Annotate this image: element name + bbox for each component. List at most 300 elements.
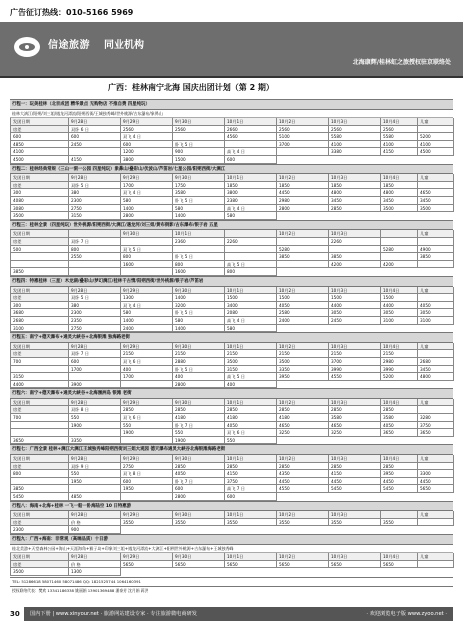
- table-header-cell: 10月2日: [277, 230, 329, 238]
- table-cell: [277, 238, 329, 246]
- table-header-cell: 10月4日: [381, 343, 418, 351]
- table-cell: 4050: [225, 422, 277, 430]
- table-cell: 2150: [329, 350, 381, 358]
- table-cell: 3550: [329, 519, 381, 527]
- table-cell: 双卧 8 日: [69, 406, 121, 414]
- table-cell: 3500: [418, 205, 454, 213]
- table-header-cell: 10月4日: [381, 455, 418, 463]
- table-cell: 3400: [225, 302, 277, 310]
- table-cell: 1500: [173, 156, 225, 164]
- table-cell: 600: [225, 493, 277, 501]
- table-cell: 3280: [418, 414, 454, 422]
- table-header-cell: 发团日期: [11, 174, 69, 182]
- table-cell: 2450: [69, 141, 121, 149]
- table-header-cell: 9月28日: [69, 511, 121, 519]
- table-cell: [69, 429, 121, 437]
- table-cell: 2360: [173, 238, 225, 246]
- table-cell: 4150: [69, 156, 121, 164]
- table-cell: 1500: [329, 294, 381, 302]
- table-cell: 2150: [173, 350, 225, 358]
- page-subtitle: 广西：桂林南宁北海 国庆出团计划（第 2 期）: [108, 83, 274, 92]
- table-cell: 800: [121, 253, 173, 261]
- table-cell: 5280: [381, 246, 418, 254]
- table-header-cell: 10月1日: [225, 553, 277, 561]
- footer-bar: [24, 607, 453, 621]
- table-cell: [69, 485, 121, 493]
- table-header-cell: 9月30日: [173, 287, 225, 295]
- table-cell: 3580: [381, 414, 418, 422]
- table-cell: 580: [121, 309, 173, 317]
- table-cell: [418, 294, 454, 302]
- table-header-cell: 发团日期: [11, 511, 69, 519]
- table-cell: [173, 246, 225, 254]
- table-cell: 3050: [418, 309, 454, 317]
- table-header-cell: 9月30日: [173, 511, 225, 519]
- table-header-cell: 9月28日: [69, 287, 121, 295]
- itinerary-title: 行程四：特惠桂林（三星）木龙湖/叠彩山/梦幻漓江/桂林千古情/阳朔西街/世外桃源/银子岩/芦笛岩: [10, 276, 453, 287]
- table-cell: [121, 268, 173, 276]
- table-header-cell: 10月1日: [225, 343, 277, 351]
- table-cell: 4100: [11, 148, 69, 156]
- table-cell: 2800: [173, 493, 225, 501]
- table-cell: [225, 141, 277, 149]
- table-cell: 卧飞 5 日: [173, 253, 225, 261]
- table-cell: 3150: [225, 366, 277, 374]
- table-cell: [381, 238, 418, 246]
- table-cell: 4500: [418, 148, 454, 156]
- table-cell: 2150: [277, 350, 329, 358]
- table-cell: 4800: [418, 373, 454, 381]
- table-cell: 900: [173, 148, 225, 156]
- table-cell: 1400: [173, 294, 225, 302]
- table-header-cell: 10月1日: [225, 174, 277, 182]
- table-cell: 400: [173, 373, 225, 381]
- price-table: [10, 343, 453, 389]
- table-cell: 2850: [277, 463, 329, 471]
- table-cell: 2300: [69, 197, 121, 205]
- table-header-cell: 10月2日: [277, 343, 329, 351]
- table-cell: 2560: [381, 126, 418, 134]
- table-cell: 4050: [418, 302, 454, 310]
- table-cell: 4450: [381, 478, 418, 486]
- table-cell: 580: [225, 212, 277, 220]
- table-cell: 1850: [225, 182, 277, 190]
- table-cell: 卧飞 5 日: [173, 309, 225, 317]
- table-cell: [11, 429, 69, 437]
- table-header-cell: 9月28日: [69, 399, 121, 407]
- table-cell: 1600: [121, 261, 173, 269]
- table-cell: 1400: [173, 325, 225, 333]
- table-cell: 550: [121, 422, 173, 430]
- table-cell: 1600: [173, 268, 225, 276]
- table-cell: 2560: [277, 126, 329, 134]
- table-cell: 2880: [173, 358, 225, 366]
- table-cell: 800: [225, 268, 277, 276]
- table-cell: 3750: [225, 478, 277, 486]
- table-cell: 4650: [329, 422, 381, 430]
- table-cell: [69, 268, 121, 276]
- table-cell: 2800: [277, 205, 329, 213]
- table-header-cell: 9月30日: [173, 553, 225, 561]
- table-cell: 5580: [381, 133, 418, 141]
- table-cell: 3550: [225, 519, 277, 527]
- table-cell: [121, 238, 173, 246]
- table-header-cell: 9月30日: [173, 118, 225, 126]
- table-header-cell: 10月2日: [277, 174, 329, 182]
- table-header-cell: 儿童: [418, 230, 454, 238]
- table-cell: 1750: [173, 182, 225, 190]
- table-cell: 卧飞 5 日: [173, 366, 225, 374]
- table-cell: 2800: [121, 212, 173, 220]
- table-cell: 3550: [381, 519, 418, 527]
- table-cell: 1900: [173, 437, 225, 445]
- table-cell: 3200: [173, 302, 225, 310]
- table-cell: 3700: [329, 358, 381, 366]
- table-cell: 500: [11, 246, 69, 254]
- table-header-cell: 儿童: [418, 343, 454, 351]
- table-cell: 3950: [381, 470, 418, 478]
- table-cell: 1950: [121, 485, 173, 493]
- table-cell: 600: [11, 133, 69, 141]
- itinerary-title: 行程一：玩美桂林（北京成团 精华景点 无购物店 不推自费 四星纯玩）: [10, 99, 453, 110]
- table-cell: 4800: [381, 189, 418, 197]
- table-cell: 4500: [11, 156, 69, 164]
- table-header-cell: 10月1日: [225, 399, 277, 407]
- table-cell: 2450: [329, 317, 381, 325]
- table-header-cell: 10月4日: [381, 553, 418, 561]
- price-table: [10, 553, 453, 576]
- table-cell: 3850: [11, 485, 69, 493]
- table-header-cell: 9月28日: [69, 174, 121, 182]
- table-cell: [225, 253, 277, 261]
- table-cell: 4350: [277, 470, 329, 478]
- itinerary-title: 行程九：广西+海南：非常观（高端品质）十日游: [10, 534, 453, 545]
- table-cell: 400: [225, 381, 277, 389]
- table-cell: 380: [69, 189, 121, 197]
- table-cell: 卧飞 5 日: [173, 141, 225, 149]
- table-cell: 2080: [225, 309, 277, 317]
- table-cell: 2560: [173, 126, 225, 134]
- itinerary-list: [10, 99, 453, 592]
- footer-left-text: 国内下册 | www.xinyour.net · 旅游网站建设专家 · 专注旅游微电商研发: [30, 611, 197, 617]
- table-cell: 3550: [121, 519, 173, 527]
- itinerary-desc: 桂北美游+天堂森林公园+海山+天涯海角+猴子岛+印象刘三姐+遇龙河漂流+大漓江+阳朔世外桃源+古东瀑布+王城独秀峰: [10, 545, 453, 554]
- table-cell: 380: [69, 302, 121, 310]
- table-cell: 4050: [277, 302, 329, 310]
- brand-subtitle: 同业机构: [104, 40, 144, 51]
- table-cell: 5200: [418, 133, 454, 141]
- table-cell: [329, 246, 381, 254]
- table-cell: 2300: [69, 309, 121, 317]
- logo-icon: [12, 34, 42, 60]
- table-cell: 2850: [277, 406, 329, 414]
- table-cell: 2980: [381, 358, 418, 366]
- table-cell: 2380: [225, 197, 277, 205]
- table-cell: 1950: [69, 478, 121, 486]
- table-cell: 高飞 4 日: [225, 317, 277, 325]
- table-cell: 3900: [69, 381, 121, 389]
- table-cell: 双飞 8 日: [121, 470, 173, 478]
- table-cell: 1850: [329, 182, 381, 190]
- table-header-cell: 房差: [11, 238, 69, 246]
- table-cell: [381, 253, 418, 261]
- table-cell: 高飞 4 日: [225, 205, 277, 213]
- table-cell: 2350: [69, 317, 121, 325]
- itinerary-title: 行程二：桂林经典常规（三山一洞一公园 四星纯玩）象鼻山/叠彩山/伏波山/芦笛岩/七星公园/阳朔西街/大漓江: [10, 164, 453, 175]
- footer-right-text: · 欢迎浏览电子版 www.zyoo.net ·: [366, 611, 447, 617]
- price-table: [10, 399, 453, 445]
- table-header-cell: 10月2日: [277, 287, 329, 295]
- table-header-cell: 房差: [11, 182, 69, 190]
- table-cell: 580: [173, 317, 225, 325]
- table-cell: 550: [225, 437, 277, 445]
- itinerary-title: 行程七：广西全景 桂林+漓江大漓江王城独秀峰阳朔西街刘三姐大观园 德天瀑布通灵大峡谷北海银滩海路老街: [10, 444, 453, 455]
- table-cell: 5650: [225, 561, 277, 569]
- table-header-cell: 10月3日: [329, 455, 381, 463]
- table-cell: 2150: [381, 350, 418, 358]
- table-cell: 4050: [173, 470, 225, 478]
- table-cell: 2150: [225, 350, 277, 358]
- contact-line2: 授权联络代表：樊欢 13341186338 姚丽娟 13901369488 潘泰芳 沈月娟 蒋洪: [10, 586, 453, 594]
- table-cell: 2850: [225, 406, 277, 414]
- table-cell: 4800: [329, 189, 381, 197]
- table-cell: 1200: [121, 148, 173, 156]
- table-header-cell: 9月29日: [121, 455, 173, 463]
- table-cell: 1900: [69, 422, 121, 430]
- table-header-cell: 9月29日: [121, 118, 173, 126]
- table-cell: 3080: [11, 205, 69, 213]
- table-cell: 3550: [277, 519, 329, 527]
- table-header-cell: 10月4日: [381, 118, 418, 126]
- table-cell: 1500: [277, 294, 329, 302]
- table-cell: 2680: [11, 317, 69, 325]
- table-cell: 600: [69, 133, 121, 141]
- table-header-cell: 儿童: [418, 455, 454, 463]
- table-cell: [418, 463, 454, 471]
- table-cell: 4180: [277, 414, 329, 422]
- table-cell: [418, 261, 454, 269]
- table-header-cell: 儿童: [418, 118, 454, 126]
- table-cell: 双卧 6 日: [69, 126, 121, 134]
- price-table: [10, 230, 453, 276]
- table-cell: 3100: [381, 317, 418, 325]
- table-header-cell: 房差: [11, 406, 69, 414]
- table-cell: 双飞 4 日: [121, 302, 173, 310]
- table-cell: [173, 133, 225, 141]
- itinerary-title: 行程六：南宁+德天瀑布+通灵大峡谷+北海涠洲岛 银滩 老街: [10, 388, 453, 399]
- contact-line1: TEL: 51286618 58071460 58071486 QQ: 1821525744 1064160391: [10, 577, 453, 585]
- table-cell: 3050: [329, 309, 381, 317]
- table-cell: 3950: [277, 373, 329, 381]
- table-cell: 1400: [121, 205, 173, 213]
- table-cell: 5280: [277, 246, 329, 254]
- table-cell: 双卧 7 日: [69, 350, 121, 358]
- table-header-cell: 发团日期: [11, 553, 69, 561]
- price-table: [10, 455, 453, 501]
- table-cell: 1900: [121, 429, 173, 437]
- table-header-cell: 房差: [11, 519, 69, 527]
- table-cell: 4180: [225, 414, 277, 422]
- table-header-cell: 儿童: [418, 174, 454, 182]
- table-cell: 580: [121, 197, 173, 205]
- table-cell: 双飞 6 日: [121, 358, 173, 366]
- table-cell: 2800: [173, 381, 225, 389]
- table-cell: 2750: [69, 325, 121, 333]
- table-cell: 3450: [381, 197, 418, 205]
- table-cell: 1300: [121, 294, 173, 302]
- table-cell: 400: [121, 366, 173, 374]
- table-cell: 4080: [11, 197, 69, 205]
- table-cell: 4650: [418, 189, 454, 197]
- table-cell: 800: [69, 246, 121, 254]
- table-cell: 3850: [329, 253, 381, 261]
- table-header-cell: 9月29日: [121, 511, 173, 519]
- table-cell: 卧飞 5 日: [173, 197, 225, 205]
- table-cell: 2750: [121, 463, 173, 471]
- table-cell: 700: [11, 414, 69, 422]
- table-cell: 800: [173, 261, 225, 269]
- table-cell: 3850: [277, 253, 329, 261]
- table-cell: 4450: [329, 478, 381, 486]
- table-cell: 4150: [381, 148, 418, 156]
- itinerary-title: 行程三：桂林全景（四星纯玩）世外桃源/阳朔西街/大漓江/遇龙河/刘三姐/黄布倒影/古东瀑布/银子岩 五星: [10, 220, 453, 231]
- table-cell: 2850: [173, 463, 225, 471]
- table-cell: 3500: [277, 358, 329, 366]
- table-cell: 2400: [121, 325, 173, 333]
- table-cell: 4850: [11, 141, 69, 149]
- table-header-cell: 10月3日: [329, 118, 381, 126]
- table-cell: 2980: [277, 197, 329, 205]
- table-cell: 4200: [381, 261, 418, 269]
- table-cell: 2850: [329, 463, 381, 471]
- table-header-cell: 10月2日: [277, 399, 329, 407]
- table-header-cell: 10月3日: [329, 230, 381, 238]
- table-header-cell: 儿童: [418, 553, 454, 561]
- table-cell: 4560: [225, 133, 277, 141]
- table-cell: 1850: [277, 182, 329, 190]
- table-header-cell: 10月4日: [381, 287, 418, 295]
- table-cell: 4400: [329, 302, 381, 310]
- table-cell: 600: [173, 485, 225, 493]
- table-cell: 2560: [329, 126, 381, 134]
- table-cell: 双飞 5 日: [121, 246, 173, 254]
- table-cell: 1500: [225, 294, 277, 302]
- table-cell: 3990: [381, 366, 418, 374]
- table-cell: 3550: [173, 519, 225, 527]
- table-cell: 4200: [329, 261, 381, 269]
- table-cell: 3450: [418, 366, 454, 374]
- table-cell: 4150: [329, 470, 381, 478]
- table-cell: 双卧 5 日: [69, 294, 121, 302]
- table-header-cell: 发团日期: [11, 230, 69, 238]
- table-header-cell: 房差: [11, 463, 69, 471]
- table-header-cell: 儿童: [418, 399, 454, 407]
- table-cell: [121, 437, 173, 445]
- table-cell: 3750: [418, 422, 454, 430]
- table-cell: [11, 253, 69, 261]
- table-header-cell: [225, 230, 277, 238]
- table-cell: 1300: [69, 568, 121, 576]
- table-cell: [69, 373, 121, 381]
- header-banner: [0, 22, 463, 78]
- table-cell: 2750: [69, 205, 121, 213]
- table-header-cell: 10月2日: [277, 511, 329, 519]
- table-cell: 双卧 5 日: [69, 182, 121, 190]
- table-cell: 高飞 5 日: [225, 373, 277, 381]
- table-cell: 4850: [69, 493, 121, 501]
- table-cell: 4100: [381, 141, 418, 149]
- table-cell: [121, 381, 173, 389]
- table-header-cell: 9月30日: [121, 230, 173, 238]
- table-header-cell: 9月28日: [69, 455, 121, 463]
- table-header-cell: 房差: [11, 126, 69, 134]
- table-cell: 300: [11, 189, 69, 197]
- table-cell: 2850: [381, 406, 418, 414]
- table-header-cell: 9月29日: [121, 399, 173, 407]
- table-cell: 2260: [329, 238, 381, 246]
- table-header-cell: 10月2日: [277, 455, 329, 463]
- table-header-cell: 10月2日: [277, 118, 329, 126]
- table-header-cell: 9月28日: [69, 343, 121, 351]
- table-cell: 高飞 4 日: [225, 148, 277, 156]
- table-cell: 5650: [418, 485, 454, 493]
- table-header-cell: 发团日期: [11, 287, 69, 295]
- table-cell: 300: [11, 302, 69, 310]
- table-cell: 1500: [381, 294, 418, 302]
- table-cell: [11, 261, 69, 269]
- table-cell: 3580: [329, 414, 381, 422]
- table-cell: [11, 478, 69, 486]
- footer: [0, 596, 463, 640]
- table-header-cell: 10月3日: [329, 511, 381, 519]
- table-cell: 3350: [277, 366, 329, 374]
- table-header-cell: 9月30日: [173, 399, 225, 407]
- table-cell: 3450: [418, 197, 454, 205]
- table-cell: 1700: [121, 182, 173, 190]
- table-cell: 580: [225, 325, 277, 333]
- table-header-cell: 儿童: [418, 511, 454, 519]
- table-header-cell: 10月3日: [329, 399, 381, 407]
- table-cell: 双飞 6 日: [121, 414, 173, 422]
- table-cell: [69, 148, 121, 156]
- table-cell: 550: [173, 429, 225, 437]
- table-cell: 卧飞 7 日: [173, 478, 225, 486]
- table-cell: 2680: [418, 358, 454, 366]
- agency-label: 北海康辉/桂林虹之旅授权驻京联络处: [352, 59, 451, 66]
- table-cell: 3380: [329, 148, 381, 156]
- table-cell: 1700: [69, 366, 121, 374]
- table-header-cell: 10月1日: [225, 287, 277, 295]
- table-header-cell: 9月29日: [121, 343, 173, 351]
- table-cell: [69, 261, 121, 269]
- table-header-cell: 10月3日: [329, 174, 381, 182]
- table-header-cell: 发团日期: [11, 455, 69, 463]
- table-cell: 4400: [11, 381, 69, 389]
- table-cell: 5100: [277, 133, 329, 141]
- table-cell: 2850: [225, 463, 277, 471]
- table-cell: 双卧 9 日: [69, 463, 121, 471]
- table-cell: [418, 350, 454, 358]
- table-cell: [418, 238, 454, 246]
- table-cell: 1700: [121, 373, 173, 381]
- table-cell: 5450: [11, 493, 69, 501]
- table-header-cell: 10月4日: [381, 174, 418, 182]
- table-cell: 5650: [173, 561, 225, 569]
- table-cell: 3300: [418, 470, 454, 478]
- table-cell: 5650: [381, 561, 418, 569]
- price-table: [10, 511, 453, 534]
- table-cell: 2260: [225, 238, 277, 246]
